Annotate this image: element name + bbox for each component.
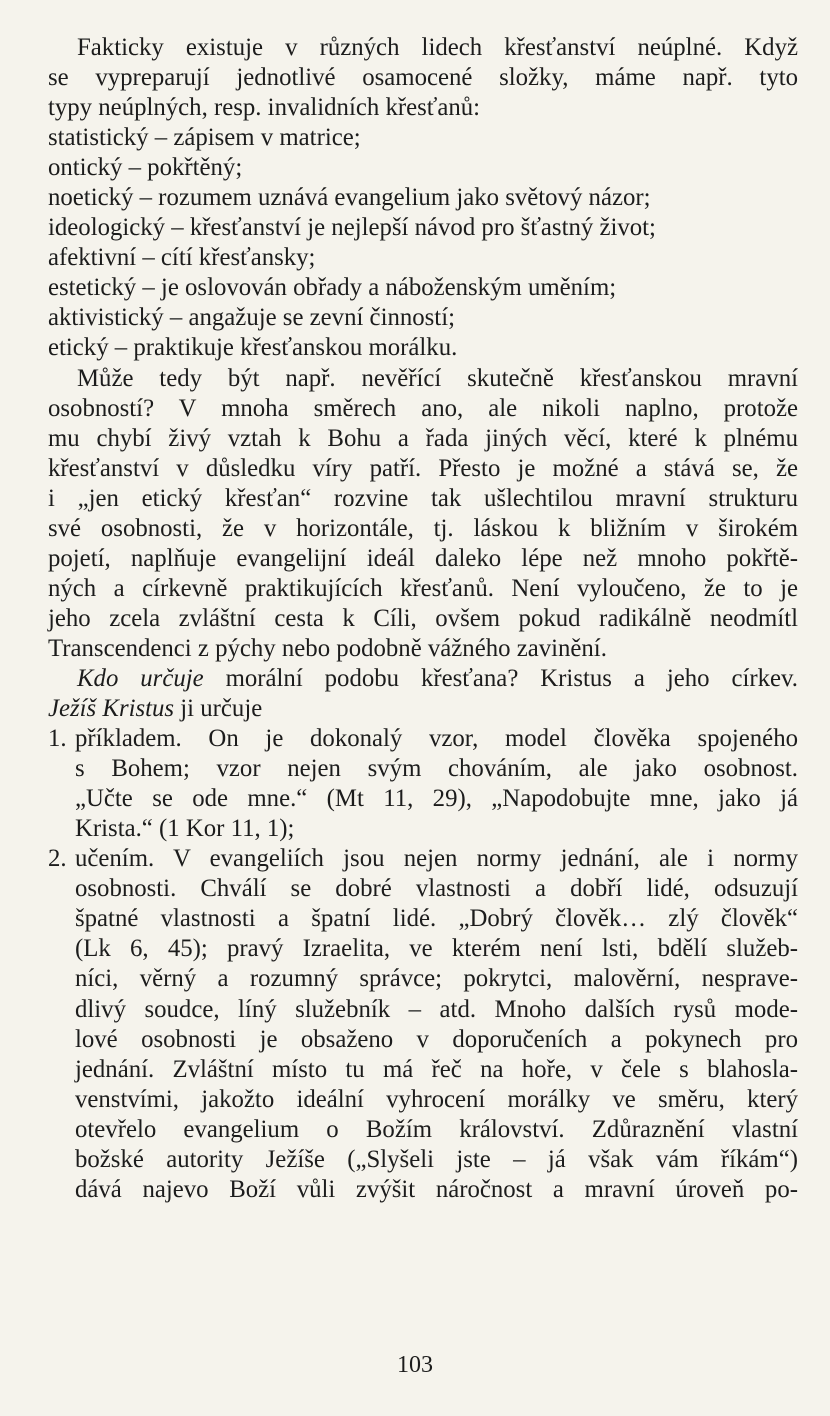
text-line	[48, 844, 798, 874]
type-item: aktivistický – angažuje se zevní činností;	[48, 304, 455, 332]
text-line: Krista.“ (1 Kor 11, 1);	[75, 815, 295, 843]
text-line: ných a církevně praktikujících křesťanů. Není vyloučeno, že to je	[48, 574, 798, 602]
text-line: mu chybí živý vztah k Bohu a řada jiných věcí, které k plnému	[48, 424, 798, 452]
text-line	[48, 694, 798, 724]
text-line: pojetí, naplňuje evangelijní ideál daleko lépe než mnoho pokřtě-	[48, 544, 798, 572]
second-paragraph	[48, 364, 798, 664]
page-body	[48, 33, 798, 1205]
text-line: i „jen etický křesťan“ rozvine tak ušlechtilou mravní strukturu	[48, 484, 798, 512]
italic-phrase: Kdo určuje	[77, 664, 204, 692]
text-line	[48, 664, 798, 694]
type-item: statistický – zápisem v matrice;	[48, 124, 361, 152]
type-item: afektivní – cítí křesťansky;	[48, 244, 316, 272]
text-line: lové osobnosti je obsaženo v doporučeních a pokynech pro	[75, 1025, 798, 1053]
text-line: špatné vlastnosti a špatní lidé. „Dobrý člověk… zlý člověk“	[75, 905, 798, 933]
text-line: se vypreparují jednotlivé osamocené složky, máme např. tyto	[48, 64, 798, 92]
text-run: ji určuje	[174, 695, 263, 723]
text-line	[48, 724, 798, 754]
list-number: 2.	[48, 845, 67, 873]
text-line: své osobnosti, že v horizontále, tj. láskou k bližním v širokém	[48, 514, 798, 542]
numbered-list	[48, 724, 798, 1205]
text-line: křesťanství v důsledku víry patří. Přesto je možné a stává se, že	[48, 454, 798, 482]
type-item: ideologický – křesťanství je nejlepší návod pro šťastný život;	[48, 214, 656, 242]
text-line: božské autority Ježíše („Slyšeli jste – já však vám říkám“)	[75, 1145, 798, 1173]
text-line: „Učte se ode mne.“ (Mt 11, 29), „Napodobujte mne, jako já	[75, 785, 798, 813]
christian-types-list	[48, 123, 798, 363]
text-run: učením. V evangeliích jsou nejen normy jednání, ale i normy	[75, 845, 798, 873]
text-line: níci, věrný a rozumný správce; pokrytci, malověrní, nesprave-	[75, 965, 798, 993]
text-line: dlivý soudce, líný služebník – atd. Mnoho dalších rysů mode-	[75, 995, 798, 1023]
text-line: jednání. Zvláštní místo tu má řeč na hoře, v čele s blahosla-	[75, 1055, 798, 1083]
text-line: (Lk 6, 45); pravý Izraelita, ve kterém není lsti, bdělí služeb-	[75, 935, 798, 963]
text-line: typy neúplných, resp. invalidních křesťanů:	[48, 94, 481, 122]
text-line: Transcendenci z pýchy nebo podobně vážného zavinění.	[48, 634, 607, 662]
text-line: otevřelo evangelium o Božím království. Zdůraznění vlastní	[75, 1115, 798, 1143]
type-item: etický – praktikuje křesťanskou morálku.	[48, 334, 458, 362]
type-item: estetický – je oslovován obřady a náboženským uměním;	[48, 274, 617, 302]
text-run: příkladem. On je dokonalý vzor, model člověka spojeného	[75, 725, 798, 753]
text-line: Může tedy být např. nevěřící skutečně křesťanskou mravní	[77, 364, 798, 392]
text-line: osobností? V mnoha směrech ano, ale nikoli naplno, protože	[48, 394, 798, 422]
third-paragraph	[48, 664, 798, 724]
type-item: ontický – pokřtěný;	[48, 154, 243, 182]
list-item	[48, 844, 798, 1205]
text-line: osobnosti. Chválí se dobré vlastnosti a dobří lidé, odsuzují	[75, 875, 798, 903]
italic-phrase: Ježíš Kristus	[48, 695, 175, 723]
list-item	[48, 724, 798, 844]
type-item: noetický – rozumem uznává evangelium jako světový názor;	[48, 184, 651, 212]
list-number: 1.	[48, 725, 67, 753]
text-line: venstvími, jakožto ideální vyhrocení morálky ve směru, který	[75, 1085, 798, 1113]
text-line: jeho zcela zvláštní cesta k Cíli, ovšem pokud radikálně neodmítl	[48, 604, 798, 632]
page-number: 103	[397, 1352, 433, 1378]
text-line: s Bohem; vzor nejen svým chováním, ale jako osobnost.	[75, 755, 798, 783]
text-run: morální podobu křesťana? Kristus a jeho církev.	[203, 664, 798, 692]
text-line: Fakticky existuje v různých lidech křesťanství neúplné. Když	[77, 34, 798, 61]
intro-paragraph	[48, 33, 798, 123]
text-line: dává najevo Boží vůli zvýšit náročnost a mravní úroveň po-	[75, 1175, 798, 1203]
